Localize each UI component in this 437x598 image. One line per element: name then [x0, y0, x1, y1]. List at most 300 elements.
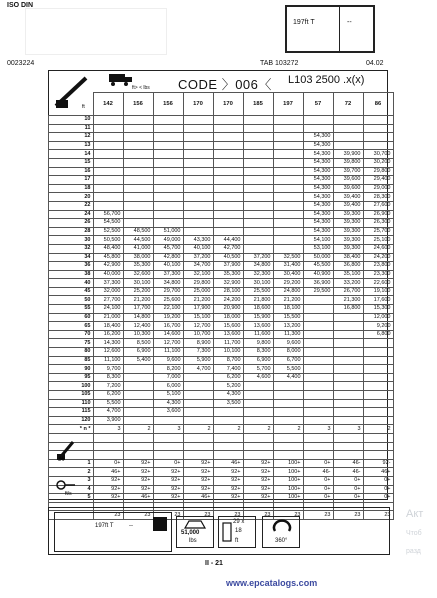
- tab-number: TAB 103272: [260, 60, 299, 67]
- table-cell: 8,300: [93, 373, 123, 382]
- table-cell: 8,900: [183, 339, 213, 348]
- table-cell: 9,600: [273, 339, 303, 348]
- table-cell: [273, 227, 303, 236]
- table-cell: 39,800: [333, 158, 363, 167]
- table-cell: 10,300: [123, 330, 153, 339]
- table-cell: 26,900: [363, 210, 393, 219]
- row-label: 14: [49, 150, 94, 159]
- table-cell: 3,600: [153, 408, 183, 417]
- iso-label: ISO DIN: [7, 2, 34, 9]
- table-row: [49, 219, 394, 228]
- table-cell: 3,500: [213, 399, 243, 408]
- table-row: [49, 356, 394, 365]
- table-cell: [363, 373, 393, 382]
- table-cell: 9,200: [363, 322, 393, 331]
- table-cell: 92+: [123, 476, 153, 485]
- table-cell: [213, 416, 243, 425]
- top-config-label: 197ft T: [293, 19, 315, 26]
- table-cell: [273, 141, 303, 150]
- table-cell: 6,200: [213, 373, 243, 382]
- table-cell: 92+: [213, 476, 243, 485]
- table-cell: 24,100: [93, 305, 123, 314]
- table-cell: 92+: [243, 468, 273, 477]
- table-cell: [93, 141, 123, 150]
- table-cell: 0+: [93, 459, 123, 468]
- table-cell: 6,200: [93, 391, 123, 400]
- table-row: [49, 313, 394, 322]
- table-cell: [363, 399, 393, 408]
- table-cell: [243, 150, 273, 159]
- watermark-line3: разд: [406, 548, 421, 555]
- table-cell: 37,900: [213, 262, 243, 271]
- table-cell: 48,500: [123, 227, 153, 236]
- table-cell: [123, 451, 153, 460]
- table-cell: 92+: [213, 468, 243, 477]
- table-cell: [183, 416, 213, 425]
- table-cell: 5,900: [183, 356, 213, 365]
- row-label: 90: [49, 365, 94, 374]
- table-cell: 36,900: [303, 279, 333, 288]
- table-cell: [243, 210, 273, 219]
- table-cell: 6,000: [153, 382, 183, 391]
- footer-config-dash: --: [129, 523, 133, 529]
- table-cell: [153, 210, 183, 219]
- table-cell: [153, 141, 183, 150]
- table-cell: [303, 365, 333, 374]
- table-cell: [93, 150, 123, 159]
- table-cell: [183, 176, 213, 185]
- row-label: * n *: [49, 425, 94, 434]
- table-cell: [93, 442, 123, 451]
- table-row: [49, 227, 394, 236]
- table-cell: 16,200: [93, 330, 123, 339]
- table-cell: 54,300: [303, 133, 333, 142]
- table-cell: [243, 219, 273, 228]
- table-cell: 25,200: [123, 287, 153, 296]
- table-cell: [123, 408, 153, 417]
- outrigger-lower: 18: [235, 528, 242, 534]
- weight-box: [176, 516, 214, 548]
- table-cell: 29,200: [273, 279, 303, 288]
- table-row: [49, 158, 394, 167]
- table-cell: [153, 124, 183, 133]
- table-cell: [243, 158, 273, 167]
- row-label: 28: [49, 227, 94, 236]
- table-cell: 23,300: [363, 270, 393, 279]
- table-cell: [183, 451, 213, 460]
- table-row: [49, 373, 394, 382]
- table-row: [49, 133, 394, 142]
- watermark-line2: Чтоб: [406, 530, 422, 537]
- table-cell: 20,900: [213, 305, 243, 314]
- table-cell: 2: [123, 425, 153, 434]
- column-header: 156: [123, 93, 153, 116]
- table-cell: [153, 167, 183, 176]
- table-cell: 23: [213, 511, 243, 520]
- website-url[interactable]: www.epcatalogs.com: [226, 578, 318, 588]
- table-cell: 37,200: [243, 253, 273, 262]
- table-cell: 29,800: [183, 279, 213, 288]
- table-cell: 0+: [153, 459, 183, 468]
- table-row: [49, 270, 394, 279]
- speed-icon: [55, 478, 77, 496]
- table-cell: 45,700: [153, 244, 183, 253]
- table-cell: [123, 219, 153, 228]
- row-label: 80: [49, 348, 94, 357]
- table-cell: [123, 116, 153, 125]
- table-cell: 17,900: [183, 305, 213, 314]
- table-cell: 37,300: [93, 279, 123, 288]
- row-label: 40: [49, 279, 94, 288]
- table-cell: [123, 399, 153, 408]
- table-cell: 39,300: [333, 219, 363, 228]
- table-cell: [273, 416, 303, 425]
- table-cell: 26,700: [333, 287, 363, 296]
- table-cell: 3: [333, 425, 363, 434]
- table-cell: 54,300: [303, 141, 333, 150]
- column-header: 170: [183, 93, 213, 116]
- table-cell: 40,100: [183, 244, 213, 253]
- table-cell: 23: [243, 511, 273, 520]
- table-row: [49, 382, 394, 391]
- table-cell: 22,600: [363, 279, 393, 288]
- table-cell: [303, 313, 333, 322]
- row-label: 100: [49, 382, 94, 391]
- table-cell: [243, 227, 273, 236]
- table-cell: [123, 382, 153, 391]
- table-cell: [243, 451, 273, 460]
- row-label: 16: [49, 167, 94, 176]
- hydraulic-icon: [55, 438, 77, 462]
- table-cell: [213, 133, 243, 142]
- table-cell: [363, 124, 393, 133]
- table-cell: 12,000: [363, 313, 393, 322]
- table-cell: 5,400: [123, 356, 153, 365]
- table-cell: 11,700: [213, 339, 243, 348]
- table-cell: 39,700: [333, 167, 363, 176]
- table-cell: 39,300: [333, 244, 363, 253]
- row-label: 20: [49, 193, 94, 202]
- table-cell: 0+: [303, 459, 333, 468]
- table-row: [49, 330, 394, 339]
- table-cell: [153, 150, 183, 159]
- table-cell: [243, 141, 273, 150]
- table-cell: 3: [303, 425, 333, 434]
- table-row: [49, 193, 394, 202]
- table-cell: 46+: [363, 468, 393, 477]
- row-label: 1: [49, 459, 94, 468]
- table-cell: 13,200: [273, 322, 303, 331]
- table-cell: 92+: [183, 468, 213, 477]
- table-cell: 16,800: [333, 305, 363, 314]
- table-cell: [183, 167, 213, 176]
- table-cell: 34,700: [183, 262, 213, 271]
- table-cell: [243, 176, 273, 185]
- table-cell: 92+: [213, 485, 243, 494]
- table-cell: 37,300: [153, 270, 183, 279]
- table-cell: 49,000: [153, 236, 183, 245]
- table-cell: [123, 133, 153, 142]
- table-cell: [273, 451, 303, 460]
- table-cell: [183, 201, 213, 210]
- table-cell: 23: [123, 511, 153, 520]
- table-cell: [333, 313, 363, 322]
- table-cell: [303, 391, 333, 400]
- table-row: [49, 476, 394, 485]
- table-row: [49, 244, 394, 253]
- table-cell: [333, 373, 363, 382]
- table-cell: 25,700: [363, 227, 393, 236]
- table-cell: 0+: [363, 476, 393, 485]
- table-cell: 48,400: [93, 244, 123, 253]
- table-cell: [153, 201, 183, 210]
- table-cell: [333, 399, 363, 408]
- table-cell: 12,700: [153, 339, 183, 348]
- table-cell: [93, 451, 123, 460]
- table-cell: 3: [93, 425, 123, 434]
- table-row: [49, 322, 394, 331]
- table-row: [49, 167, 394, 176]
- table-cell: 18,400: [93, 322, 123, 331]
- table-cell: 21,800: [243, 296, 273, 305]
- table-cell: [303, 296, 333, 305]
- table-cell: 23: [153, 511, 183, 520]
- table-cell: [153, 116, 183, 125]
- table-cell: [243, 391, 273, 400]
- top-config-divider: [339, 7, 340, 51]
- table-cell: 54,300: [303, 227, 333, 236]
- table-cell: [93, 116, 123, 125]
- table-cell: 92+: [183, 459, 213, 468]
- table-cell: 4,700: [183, 365, 213, 374]
- table-cell: [153, 433, 183, 442]
- table-cell: [123, 150, 153, 159]
- table-cell: 8,200: [153, 365, 183, 374]
- table-cell: 51,000: [153, 227, 183, 236]
- weight-unit: lbs: [189, 538, 197, 544]
- table-cell: 23: [273, 511, 303, 520]
- table-cell: 15,600: [213, 322, 243, 331]
- table-cell: 13,600: [213, 330, 243, 339]
- table-cell: [303, 433, 333, 442]
- table-cell: 6,700: [273, 356, 303, 365]
- table-cell: [213, 433, 243, 442]
- table-cell: 12,400: [123, 322, 153, 331]
- table-cell: [333, 133, 363, 142]
- table-row: [49, 296, 394, 305]
- table-cell: [363, 442, 393, 451]
- table-cell: 92+: [213, 494, 243, 503]
- table-cell: [243, 116, 273, 125]
- table-row: [49, 176, 394, 185]
- table-row: [49, 348, 394, 357]
- table-cell: [183, 382, 213, 391]
- table-cell: 23: [93, 511, 123, 520]
- row-label: 12: [49, 133, 94, 142]
- table-cell: [303, 305, 333, 314]
- table-cell: [123, 201, 153, 210]
- table-cell: 42,800: [153, 253, 183, 262]
- table-cell: 100+: [273, 476, 303, 485]
- table-cell: 28,100: [213, 287, 243, 296]
- table-cell: 50,000: [303, 253, 333, 262]
- table-cell: 23: [333, 511, 363, 520]
- row-label: 45: [49, 287, 94, 296]
- table-cell: 0+: [363, 494, 393, 503]
- table-cell: 22,100: [153, 305, 183, 314]
- table-cell: [273, 201, 303, 210]
- table-cell: 92+: [93, 494, 123, 503]
- table-cell: 92+: [93, 485, 123, 494]
- doc-number: 0023224: [7, 60, 35, 67]
- table-cell: [303, 356, 333, 365]
- table-cell: [363, 348, 393, 357]
- table-cell: 52,500: [93, 227, 123, 236]
- table-cell: 100+: [273, 485, 303, 494]
- table-cell: [273, 193, 303, 202]
- table-cell: [213, 158, 243, 167]
- table-cell: 92-: [363, 459, 393, 468]
- table-cell: 31,400: [273, 262, 303, 271]
- table-cell: 54,300: [303, 176, 333, 185]
- table-cell: 92+: [123, 459, 153, 468]
- table-cell: 29,800: [363, 167, 393, 176]
- table-header-row: [49, 93, 394, 116]
- table-cell: 32,000: [93, 287, 123, 296]
- table-cell: 21,300: [333, 296, 363, 305]
- table-cell: [363, 339, 393, 348]
- table-cell: 0+: [303, 485, 333, 494]
- table-row: [49, 210, 394, 219]
- column-header: 185: [243, 93, 273, 116]
- table-cell: 2: [243, 425, 273, 434]
- row-label: 15: [49, 158, 94, 167]
- table-cell: [303, 408, 333, 417]
- rotation-value: 360°: [275, 538, 288, 544]
- table-row: [49, 391, 394, 400]
- watermark-line1: Акт: [406, 508, 424, 520]
- table-cell: 23: [363, 511, 393, 520]
- table-cell: 21,200: [123, 296, 153, 305]
- column-header: 170: [213, 93, 243, 116]
- table-cell: [153, 219, 183, 228]
- table-cell: 39,600: [333, 176, 363, 185]
- table-cell: 11,600: [243, 330, 273, 339]
- table-cell: 16,700: [153, 322, 183, 331]
- table-row: [49, 305, 394, 314]
- table-cell: [273, 176, 303, 185]
- table-cell: [303, 416, 333, 425]
- table-cell: [183, 408, 213, 417]
- table-cell: 92+: [183, 476, 213, 485]
- table-row: [49, 459, 394, 468]
- table-cell: [153, 451, 183, 460]
- table-cell: [333, 391, 363, 400]
- table-cell: 42,900: [93, 262, 123, 271]
- table-cell: [333, 382, 363, 391]
- rotation-icon: [271, 519, 293, 537]
- table-cell: 15,500: [273, 313, 303, 322]
- row-label: 18: [49, 184, 94, 193]
- row-label: 55: [49, 305, 94, 314]
- table-cell: [333, 356, 363, 365]
- percent-label: %: [59, 457, 65, 462]
- table-cell: [363, 133, 393, 142]
- table-cell: 5,200: [213, 382, 243, 391]
- column-header: 156: [153, 93, 183, 116]
- table-cell: [123, 210, 153, 219]
- table-cell: 17,700: [123, 305, 153, 314]
- table-cell: [363, 116, 393, 125]
- table-cell: [333, 339, 363, 348]
- table-row: [49, 339, 394, 348]
- table-cell: 28,300: [363, 193, 393, 202]
- outrigger-icon: [221, 519, 233, 545]
- table-cell: [183, 150, 213, 159]
- table-cell: 43,300: [183, 236, 213, 245]
- footer-config-label: 197ft T: [95, 523, 114, 529]
- table-cell: 11,100: [93, 356, 123, 365]
- table-row: [49, 425, 394, 434]
- table-cell: [123, 158, 153, 167]
- table-cell: 17,600: [363, 296, 393, 305]
- table-cell: 35,100: [333, 270, 363, 279]
- table-cell: [363, 408, 393, 417]
- table-cell: [333, 408, 363, 417]
- table-cell: 54,300: [303, 210, 333, 219]
- table-cell: 92+: [153, 485, 183, 494]
- table-cell: [303, 399, 333, 408]
- table-cell: 25,000: [183, 287, 213, 296]
- table-cell: 34,800: [243, 262, 273, 271]
- table-cell: 9,600: [153, 356, 183, 365]
- table-cell: [243, 382, 273, 391]
- table-row: [49, 399, 394, 408]
- table-cell: 15,100: [183, 313, 213, 322]
- table-cell: [363, 391, 393, 400]
- row-label: 75: [49, 339, 94, 348]
- table-cell: 40,900: [303, 270, 333, 279]
- row-label: 36: [49, 262, 94, 271]
- column-header: 86: [363, 93, 393, 116]
- table-cell: [213, 193, 243, 202]
- row-label: 11: [49, 124, 94, 133]
- table-cell: 2: [363, 425, 393, 434]
- table-cell: 7,200: [93, 382, 123, 391]
- table-cell: [123, 167, 153, 176]
- table-row: [49, 279, 394, 288]
- table-row: [49, 442, 394, 451]
- table-cell: 37,200: [183, 253, 213, 262]
- table-cell: 54,300: [303, 158, 333, 167]
- table-cell: [153, 193, 183, 202]
- date: 04.02: [366, 60, 384, 67]
- table-cell: [243, 399, 273, 408]
- table-cell: 8,300: [243, 348, 273, 357]
- table-cell: 29,700: [153, 287, 183, 296]
- table-cell: [303, 339, 333, 348]
- table-cell: [243, 408, 273, 417]
- row-label: 5: [49, 494, 94, 503]
- table-cell: 39,300: [333, 236, 363, 245]
- row-label: 3: [49, 476, 94, 485]
- table-cell: 54,300: [303, 150, 333, 159]
- table-cell: 7,400: [213, 365, 243, 374]
- table-cell: [183, 184, 213, 193]
- table-cell: 0+: [363, 485, 393, 494]
- table-cell: 56,700: [93, 210, 123, 219]
- table-row: [49, 287, 394, 296]
